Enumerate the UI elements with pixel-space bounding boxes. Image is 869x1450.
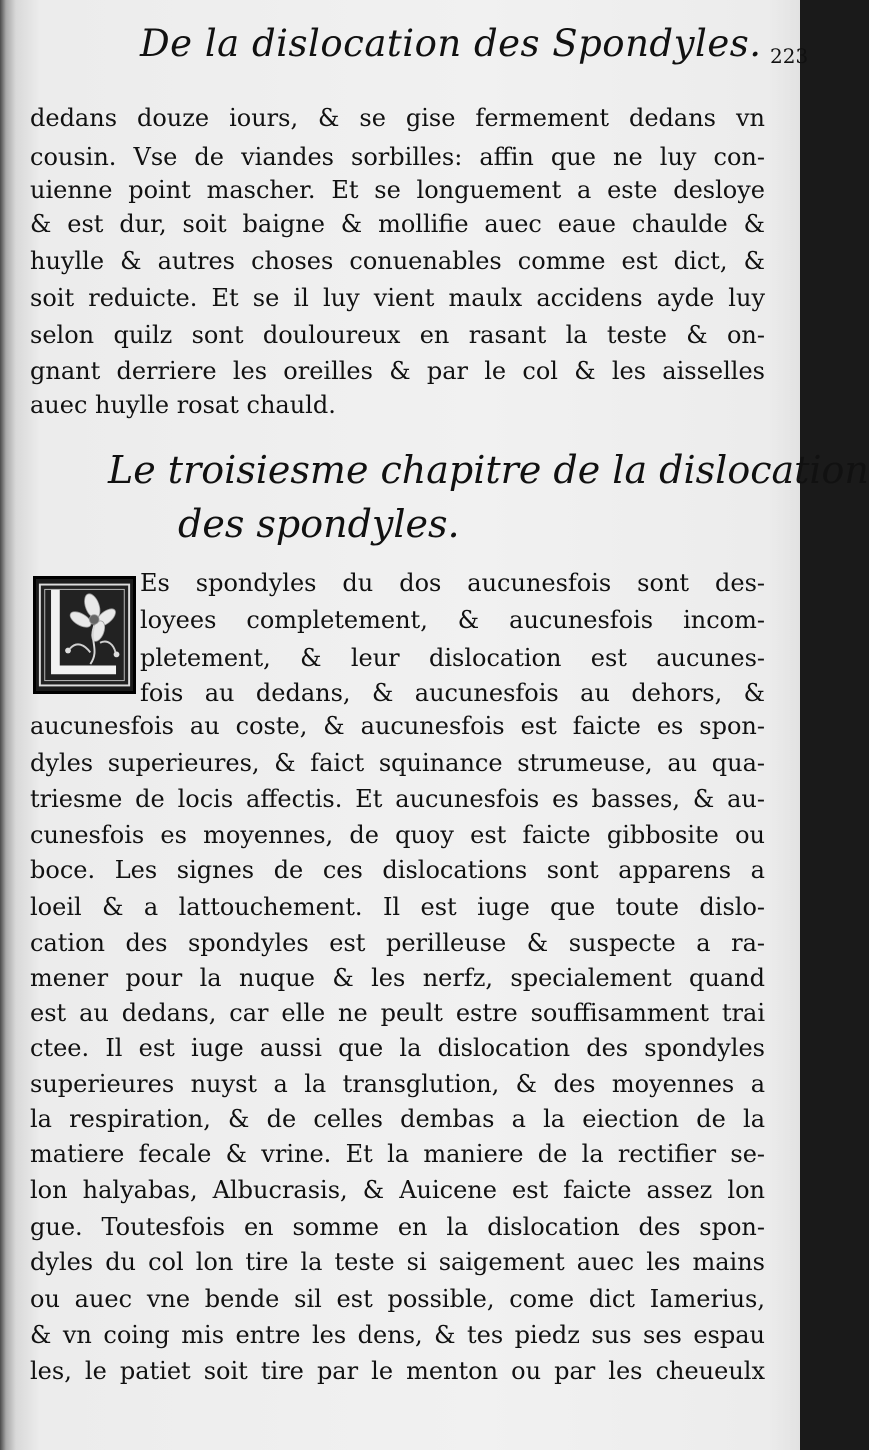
text-line: cunesfois es moyennes, de quoy est faicte gibbosite ou [30, 821, 765, 849]
text-line: loeil & a lattouchement. Il est iuge que toute dislo- [30, 893, 765, 921]
text-line: les, le patiet soit tire par le menton ou par les cheueulx [30, 1357, 765, 1385]
text-line: Es spondyles du dos aucunesfois sont des- [140, 569, 765, 597]
text-line: ctee. Il est iuge aussi que la dislocation des spondyles [30, 1034, 765, 1062]
text-line: fois au dedans, & aucunesfois au dehors, & [140, 679, 765, 707]
text-line: mener pour la nuque & les nerfz, specialement quand [30, 964, 765, 992]
text-line: & vn coing mis entre les dens, & tes piedz sus ses espau [30, 1321, 765, 1349]
text-line: huylle & autres choses conuenables comme est dict, & [30, 247, 765, 275]
text-line: boce. Les signes de ces dislocations sont apparens a [30, 856, 765, 884]
page-number: 223 [770, 44, 809, 68]
decorated-initial [33, 576, 136, 694]
text-line: auec huylle rosat chauld. [30, 391, 336, 419]
text-line: gnant derriere les oreilles & par le col & les aisselles [30, 357, 765, 385]
text-line: uienne point mascher. Et se longuement a este desloye [30, 176, 765, 204]
text-line: selon quilz sont douloureux en rasant la teste & on- [30, 321, 765, 349]
text-line: pletement, & leur dislocation est aucunes- [140, 644, 765, 672]
text-line: & est dur, soit baigne & mollifie auec eaue chaulde & [30, 210, 765, 238]
text-line: triesme de locis affectis. Et aucunesfois es basses, & au- [30, 785, 765, 813]
chapter-heading-line-1: Le troisiesme chapitre de la dislocation [108, 448, 869, 492]
text-line: dedans douze iours, & se gise fermement dedans vn [30, 104, 765, 132]
floral-initial-icon [36, 579, 133, 691]
text-line: matiere fecale & vrine. Et la maniere de la rectifier se- [30, 1140, 765, 1168]
text-line: cation des spondyles est perilleuse & suspecte a ra- [30, 929, 765, 957]
text-line: ou auec vne bende sil est possible, come dict Iamerius, [30, 1285, 765, 1313]
running-title: De la dislocation des Spondyles. [140, 22, 762, 65]
text-line: aucunesfois au coste, & aucunesfois est faicte es spon- [30, 712, 765, 740]
text-line: cousin. Vse de viandes sorbilles: affin que ne luy con- [30, 143, 765, 171]
text-line: dyles superieures, & faict squinance strumeuse, au qua- [30, 749, 765, 777]
text-line: loyees completement, & aucunesfois incom- [140, 606, 765, 634]
text-line: est au dedans, car elle ne peult estre souffisamment trai [30, 999, 765, 1027]
text-line: superieures nuyst a la transglution, & des moyennes a [30, 1070, 765, 1098]
text-line: soit reduicte. Et se il luy vient maulx accidens ayde luy [30, 284, 765, 312]
text-line: la respiration, & de celles dembas a la eiection de la [30, 1105, 765, 1133]
text-line: lon halyabas, Albucrasis, & Auicene est faicte assez lon [30, 1176, 765, 1204]
text-line: dyles du col lon tire la teste si saigement auec les mains [30, 1248, 765, 1276]
chapter-heading-line-2: des spondyles. [178, 502, 460, 546]
text-line: gue. Toutesfois en somme en la dislocation des spon- [30, 1213, 765, 1241]
